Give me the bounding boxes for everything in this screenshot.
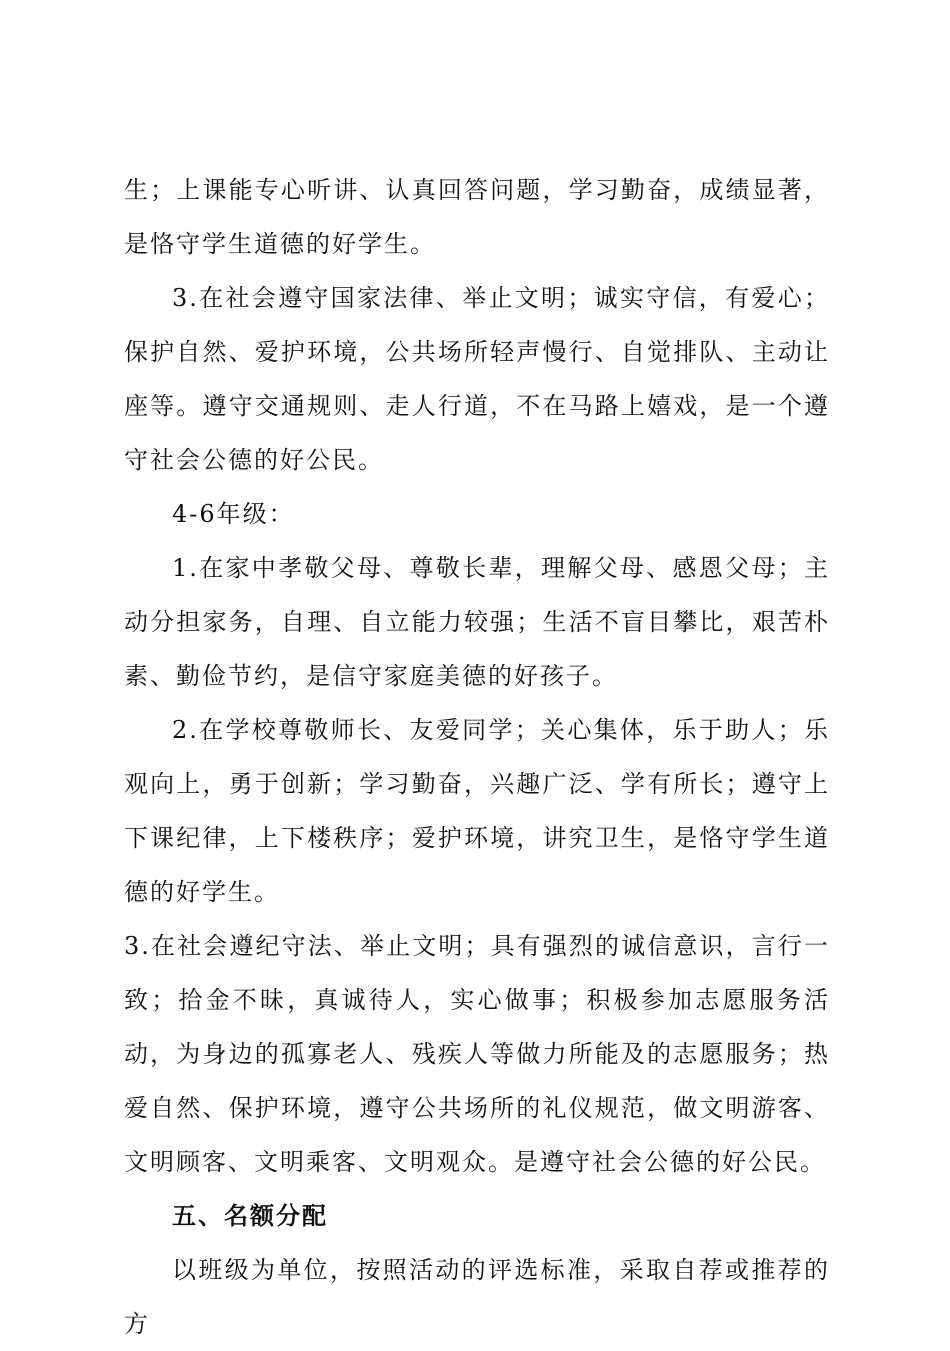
paragraph-quota-intro: 以班级为单位，按照活动的评选标准，采取自荐或推荐的方 [124,1256,830,1338]
paragraph-continuation: 生；上课能专心听讲、认真回答问题，学习勤奋，成绩显著，是恪守学生道德的好学生。 [124,176,830,258]
paragraph-social-virtue: 3.在社会遵纪守法、举止文明；具有强烈的诚信意识，言行一致；拾金不昧，真诚待人，实心做事；积极参加志愿服务活动，为身边的孤寡老人、残疾人等做力所能及的志愿服务；热爱自然、保护环境，遵守公共场所的礼仪规范，做文明游客、文明顾客、文明乘客、文明观众。是遵守社会公德的好公民。 [124,932,830,1176]
paragraph-social-rules-lower-grades: 3.在社会遵守国家法律、举止文明；诚实守信，有爱心；保护自然、爱护环境，公共场所轻声慢行、自觉排队、主动让座等。遵守交通规则、走人行道，不在马路上嬉戏，是一个遵守社会公德的好公民。 [124,284,830,474]
document-body [124,163,830,1351]
paragraph-family-virtue: 1.在家中孝敬父母、尊敬长辈，理解父母、感恩父母；主动分担家务，自理、自立能力较强；生活不盲目攀比，艰苦朴素、勤俭节约，是信守家庭美德的好孩子。 [124,554,830,690]
paragraph-school-virtue: 2.在学校尊敬师长、友爱同学；关心集体，乐于助人；乐观向上，勇于创新；学习勤奋，兴趣广泛、学有所长；遵守上下课纪律，上下楼秩序；爱护环境，讲究卫生，是恪守学生道德的好学生。 [124,716,830,906]
grade-level-label: 4-6年级： [172,500,295,528]
section-heading-quota: 五、名额分配 [172,1202,328,1230]
